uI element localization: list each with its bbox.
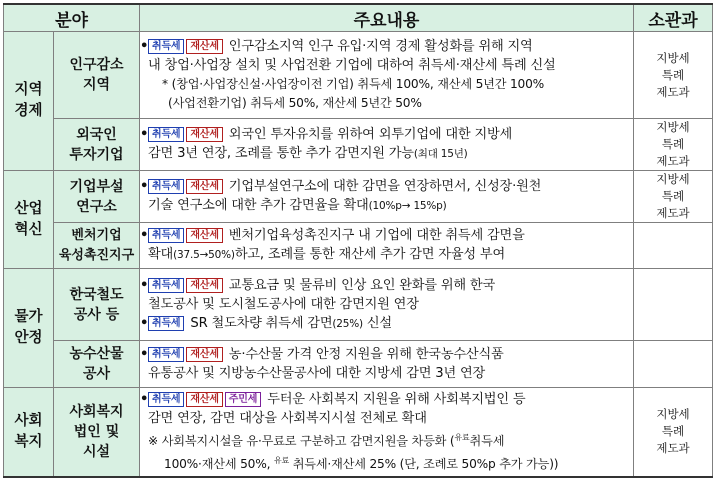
agency-cell bbox=[634, 269, 713, 341]
agency-cell: 지방세 특례 제도과 bbox=[634, 388, 713, 477]
row-venture bbox=[4, 223, 713, 269]
content-header: 주요내용 bbox=[140, 4, 634, 32]
sub-venture: 벤처기업 육성촉진지구 bbox=[54, 223, 140, 269]
text-line: 벤처기업육성촉진지구 내 기업에 대한 취득세 감면을 bbox=[228, 228, 525, 243]
property-badge: 재산세 bbox=[186, 228, 222, 243]
acquisition-badge: 취득세 bbox=[148, 316, 184, 331]
row-research bbox=[4, 171, 713, 223]
acquisition-badge: 취득세 bbox=[148, 39, 184, 54]
property-badge: 재산세 bbox=[186, 179, 222, 194]
text-line: 철도공사 및 도시철도공사에 대한 감면지원 연장 bbox=[148, 296, 419, 312]
property-badge: 재산세 bbox=[186, 127, 222, 142]
acquisition-badge: 취득세 bbox=[148, 179, 184, 194]
superscript: 유료 bbox=[454, 432, 470, 442]
content-railway: • 취득세 재산세 교통요금 및 물류비 인상 요인 완화를 위해 한국 철도공사 및 도시철도공사에 대한 감면지원 연장 • 취득세 SR 철도차량 취득세 감면(25%) 신설 bbox=[140, 269, 634, 341]
small-text: (25%) bbox=[332, 317, 363, 330]
acquisition-badge: 취득세 bbox=[148, 228, 184, 243]
small-text: (10%p→ 15%p) bbox=[368, 200, 447, 212]
agency-cell: 지방세 특례 제도과 bbox=[634, 119, 713, 171]
row-welfare bbox=[4, 388, 713, 477]
category-social: 사회 복지 bbox=[4, 388, 54, 477]
row-population bbox=[4, 32, 713, 119]
sub-foreign: 외국인 투자기업 bbox=[54, 119, 140, 171]
category-industry: 산업 혁신 bbox=[4, 171, 54, 269]
header-row bbox=[4, 4, 713, 32]
small-text: (최대 15년) bbox=[413, 148, 468, 160]
category-prices: 물가 안정 bbox=[4, 269, 54, 388]
text-line: 신설 bbox=[362, 315, 392, 331]
text-line: 하고, 조례를 통한 재산세 추가 감면 자율성 부여 bbox=[234, 247, 505, 262]
property-badge: 재산세 bbox=[186, 278, 222, 293]
note-line: * (창업·사업장신설·사업장이전 기업) 취득세 100%, 재산세 5년간 100% bbox=[162, 77, 545, 91]
note-line: 취득세·재산세 25% (단, 조례로 50%p 추가 가능)) bbox=[289, 456, 559, 471]
text-line: 외국인 투자유치를 위하여 외투기업에 대한 지방세 bbox=[228, 127, 513, 142]
text-line: 인구감소지역 인구 유입·지역 경제 활성화를 위해 지역 bbox=[228, 39, 533, 54]
content-agri: • 취득세 재산세 농·수산물 가격 안정 지원을 위해 한국농수산식품 유통공사 및 지방농수산물공사에 대한 지방세 감면 3년 연장 bbox=[140, 341, 634, 388]
text-line: 유통공사 및 지방농수산물공사에 대한 지방세 감면 3년 연장 bbox=[148, 366, 486, 381]
field-header: 분야 bbox=[4, 4, 140, 32]
agency-cell: 지방세 특례 제도과 bbox=[634, 171, 713, 223]
row-agri bbox=[4, 341, 713, 388]
text-line: 기술 연구소에 대한 추가 감면율을 확대 bbox=[148, 198, 369, 213]
text-line: 감면 연장, 감면 대상을 사회복지시설 전체로 확대 bbox=[148, 410, 427, 426]
agency-cell bbox=[634, 223, 713, 269]
agency-cell bbox=[634, 341, 713, 388]
sub-population: 인구감소 지역 bbox=[54, 32, 140, 119]
text-line: 내 창업·사업장 설치 및 사업전환 기업에 대하여 취득세·재산세 특례 신설 bbox=[148, 58, 556, 73]
content-research: • 취득세 재산세 기업부설연구소에 대한 감면을 연장하면서, 신성장·원천 기술 연구소에 대한 추가 감면율을 확대(10%p→ 15%p) bbox=[140, 171, 634, 223]
content-foreign: • 취득세 재산세 외국인 투자유치를 위하여 외투기업에 대한 지방세 감면 3년 연장, 조례를 통한 추가 감면지원 가능(최대 15년) bbox=[140, 119, 634, 171]
text-line: 확대 bbox=[148, 247, 174, 262]
note-line: (사업전환기업) 취득세 50%, 재산세 5년간 50% bbox=[168, 96, 422, 110]
superscript: 유료 bbox=[273, 455, 290, 465]
sub-railway: 한국철도 공사 등 bbox=[54, 269, 140, 341]
acquisition-badge: 취득세 bbox=[148, 127, 184, 142]
text-line: 감면 3년 연장, 조례를 통한 추가 감면지원 가능 bbox=[148, 146, 414, 161]
content-population: • 취득세 재산세 인구감소지역 인구 유입·지역 경제 활성화를 위해 지역 내 창업·사업장 설치 및 사업전환 기업에 대하여 취득세·재산세 특례 신설 * (창업·사업장신설·사업장이전 기업) 취득세 100%, 재산세 5년간 100% (사업전환기업) 취득세 50%, 재산세 5년간 50% bbox=[140, 32, 634, 119]
sub-research: 기업부설 연구소 bbox=[54, 171, 140, 223]
category-regional: 지역 경제 bbox=[4, 32, 54, 171]
property-badge: 재산세 bbox=[186, 39, 222, 54]
agency-cell: 지방세 특례 제도과 bbox=[634, 32, 713, 119]
row-foreign bbox=[4, 119, 713, 171]
text-line: 교통요금 및 물류비 인상 요인 완화를 위해 한국 bbox=[228, 277, 495, 293]
text-line: 두터운 사회복지 지원을 위해 사회복지법인 등 bbox=[267, 391, 526, 407]
property-badge: 재산세 bbox=[186, 347, 222, 362]
tax-special-table bbox=[3, 3, 713, 478]
resident-badge: 주민세 bbox=[225, 392, 261, 407]
row-railway bbox=[4, 269, 713, 341]
note-line: ※ 사회복지시설을 유·무료로 구분하고 감면지원을 차등화 ( bbox=[148, 433, 455, 448]
small-text: (37.5→50%) bbox=[173, 249, 235, 261]
text-line: 농·수산물 가격 안정 지원을 위해 한국농수산식품 bbox=[228, 347, 504, 362]
sub-agri: 농수산물 공사 bbox=[54, 341, 140, 388]
text-line: 기업부설연구소에 대한 감면을 연장하면서, 신성장·원천 bbox=[228, 179, 542, 194]
sub-welfare: 사회복지 법인 및 시설 bbox=[54, 388, 140, 477]
agency-header: 소관과 bbox=[634, 4, 713, 32]
note-line: 취득세 bbox=[469, 433, 505, 448]
acquisition-badge: 취득세 bbox=[148, 347, 184, 362]
property-badge: 재산세 bbox=[186, 392, 222, 407]
content-welfare: • 취득세 재산세 주민세 두터운 사회복지 지원을 위해 사회복지법인 등 감면 연장, 감면 대상을 사회복지시설 전체로 확대 ※ 사회복지시설을 유·무료로 구분하고 감면지원을 차등화 ($^{유료}$취득세 100%·재산세 50%, $^{유료}$ 취득세·재산세 25% (단, 조례로 50%p 추가 가능)) bbox=[140, 388, 634, 477]
acquisition-badge: 취득세 bbox=[148, 392, 184, 407]
note-line: 100%·재산세 50%, bbox=[164, 456, 274, 471]
content-venture: • 취득세 재산세 벤처기업육성촉진지구 내 기업에 대한 취득세 감면을 확대(37.5→50%)하고, 조례를 통한 재산세 추가 감면 자율성 부여 bbox=[140, 223, 634, 269]
acquisition-badge: 취득세 bbox=[148, 278, 184, 293]
text-line: SR 철도차량 취득세 감면 bbox=[190, 315, 333, 331]
